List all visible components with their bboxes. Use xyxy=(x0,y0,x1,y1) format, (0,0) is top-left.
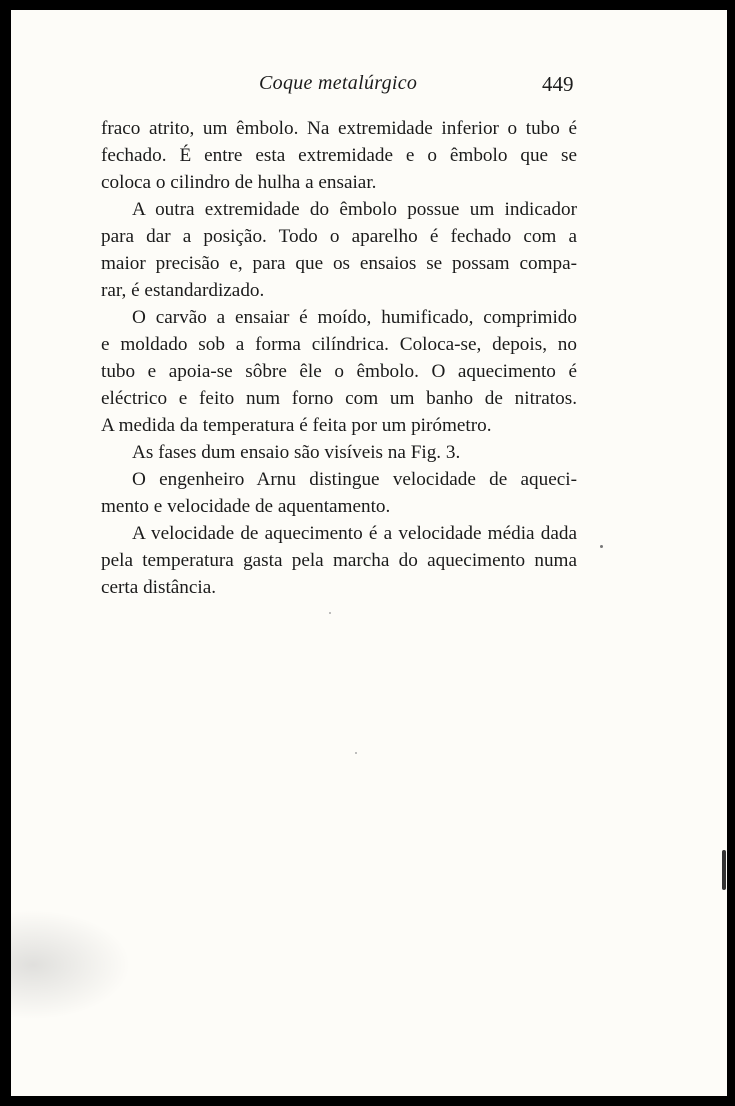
book-page xyxy=(11,10,727,1096)
body-text xyxy=(101,115,577,601)
text-line: mento e velocidade de aquentamento. xyxy=(101,496,391,517)
text-line: A velocidade de aquecimento é a velocidade média dada xyxy=(132,523,577,544)
text-line: A medida da temperatura é feita por um pirómetro. xyxy=(101,415,492,436)
text-line: O carvão a ensaiar é moído, humificado, comprimido xyxy=(132,307,577,328)
page-smudge xyxy=(11,910,131,1020)
ink-speck xyxy=(722,850,726,890)
paragraph xyxy=(101,466,577,520)
text-line: rar, é estandardizado. xyxy=(101,280,265,301)
paragraph xyxy=(101,520,577,601)
page-header xyxy=(11,72,727,102)
ink-speck xyxy=(355,752,357,754)
text-line: A outra extremidade do êmbolo possue um indicador xyxy=(132,199,577,220)
running-title: Coque metalúrgico xyxy=(259,72,418,94)
page-number: 449 xyxy=(542,72,574,96)
text-line: para dar a posição. Todo o aparelho é fechado com a xyxy=(101,226,577,247)
text-line: certa distância. xyxy=(101,577,217,598)
text-line: maior precisão e, para que os ensaios se possam compa- xyxy=(101,253,577,274)
text-line: O engenheiro Arnu distingue velocidade de aqueci- xyxy=(132,469,577,490)
text-line: eléctrico e feito num forno com um banho de nitratos. xyxy=(101,388,577,409)
text-line: e moldado sob a forma cilíndrica. Coloca-se, depois, no xyxy=(101,334,577,355)
text-line: fraco atrito, um êmbolo. Na extremidade inferior o tubo é xyxy=(101,118,577,139)
text-line: pela temperatura gasta pela marcha do aquecimento numa xyxy=(101,550,577,571)
text-line: fechado. É entre esta extremidade e o êmbolo que se xyxy=(101,145,577,166)
text-line: coloca o cilindro de hulha a ensaiar. xyxy=(101,172,377,193)
paragraph xyxy=(101,115,577,196)
text-line: As fases dum ensaio são visíveis na Fig. 3. xyxy=(132,442,461,463)
ink-speck xyxy=(329,612,331,614)
paragraph xyxy=(101,304,577,439)
paragraph xyxy=(101,196,577,304)
paragraph xyxy=(101,439,577,466)
ink-speck xyxy=(600,545,603,548)
text-line: tubo e apoia-se sôbre êle o êmbolo. O aquecimento é xyxy=(101,361,577,382)
